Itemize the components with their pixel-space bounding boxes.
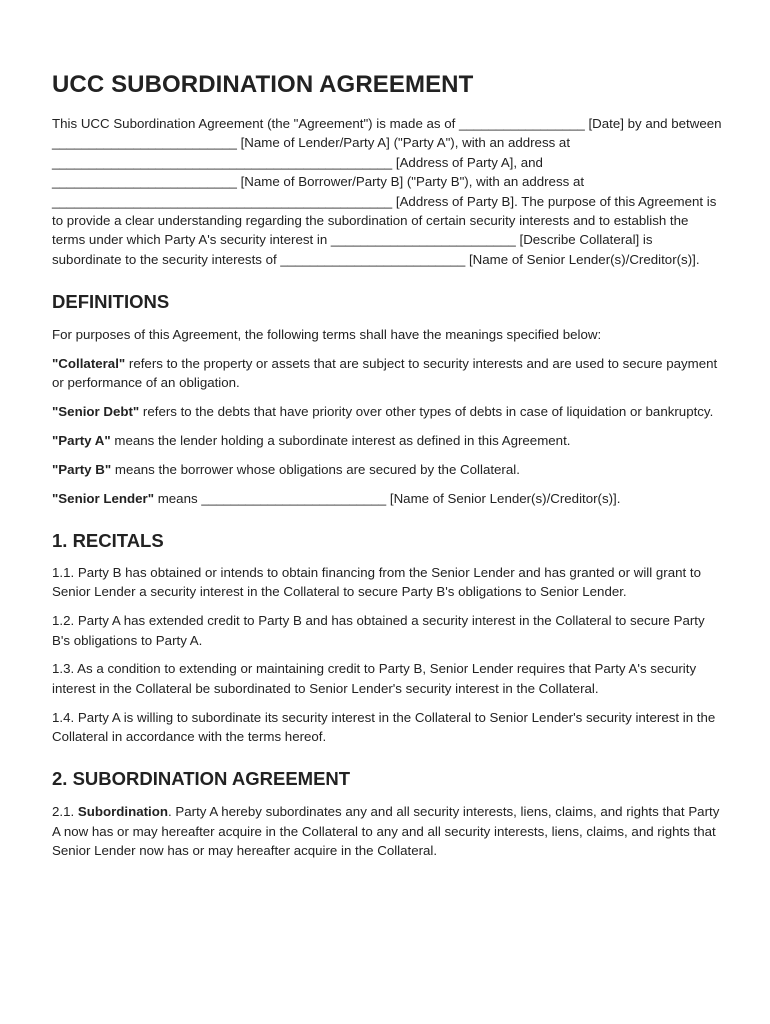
document-page (52, 70, 724, 870)
definition-item-party-a (52, 431, 724, 450)
clause-text: . Party A hereby subordinates any and all security interests, liens, claims, and rights that Party A now has or may hereafter acquire in the Collateral to any and all security interests, liens, claims, and rights that Senior Lender now has or may hereafter acquire in the Collateral. (52, 804, 720, 859)
definition-text: means _________________________ [Name of Senior Lender(s)/Creditor(s)]. (154, 490, 621, 506)
recitals-heading: 1. RECITALS (52, 530, 164, 552)
definition-text: refers to the property or assets that are subject to security interests and are used to secure payment or performance of an obligation. (52, 356, 718, 391)
definition-text: refers to the debts that have priority over other types of debts in case of liquidation or bankruptcy. (139, 404, 714, 420)
definition-text: means the borrower whose obligations are secured by the Collateral. (111, 461, 520, 477)
document-title: UCC SUBORDINATION AGREEMENT (52, 71, 474, 98)
definitions-heading: DEFINITIONS (52, 291, 170, 313)
definition-item-collateral (52, 354, 724, 393)
definition-text: means the lender holding a subordinate interest as defined in this Agreement. (110, 433, 571, 449)
definition-term: "Senior Debt" (52, 404, 140, 420)
definitions-lead: For purposes of this Agreement, the following terms shall have the meanings specified below: (52, 327, 602, 343)
definition-item-party-b (52, 460, 724, 479)
recital-1-2: 1.2. Party A has extended credit to Party B and has obtained a security interest in the Collateral to secure Party B's obligations to Party A. (52, 613, 705, 648)
clause-number: 2.1. (52, 804, 78, 820)
definition-term: "Collateral" (52, 356, 126, 372)
definition-item-senior-lender (52, 489, 724, 508)
clause-term: Subordination (77, 804, 168, 820)
definition-term: "Party A" (52, 433, 111, 449)
recital-1-3: 1.3. As a condition to extending or maintaining credit to Party B, Senior Lender requires that Party A's security interest in the Collateral be subordinated to Senior Lender's security interest in the Collateral. (52, 661, 697, 696)
recital-1-4: 1.4. Party A is willing to subordinate its security interest in the Collateral to Senior Lender's security interest in the Collateral in accordance with the terms hereof. (52, 709, 716, 745)
subordination-clause-2-1 (52, 802, 724, 860)
subordination-heading: 2. SUBORDINATION AGREEMENT (52, 768, 351, 790)
definition-term: "Senior Lender" (52, 490, 155, 506)
intro-paragraph: This UCC Subordination Agreement (the "Agreement") is made as of _________________ [Date] by and between _________________________ [Name of Lender/Party A] ("Party A"), with an address at ______________________________________________ [Address of Party A], and _________________________ [Name of Borrower/Party B] ("Party B"), with an address at ______________________________________________ [Address of Party B]. The purpose of this Agreement is to provide a clear understanding regarding the subordination of certain security interests and to establish the terms under which Party A's security interest in _________________________ [Describe Collateral] is subordinate to the security interests of _________________________ [Name of Senior Lender(s)/Creditor(s)]. (52, 116, 722, 267)
recital-1-1: 1.1. Party B has obtained or intends to obtain financing from the Senior Lender and has granted or will grant to Senior Lender a security interest in the Collateral to secure Party B's obligations to Senior Lender. (52, 565, 701, 600)
definition-item-senior-debt (52, 402, 724, 421)
definition-term: "Party B" (52, 461, 112, 477)
